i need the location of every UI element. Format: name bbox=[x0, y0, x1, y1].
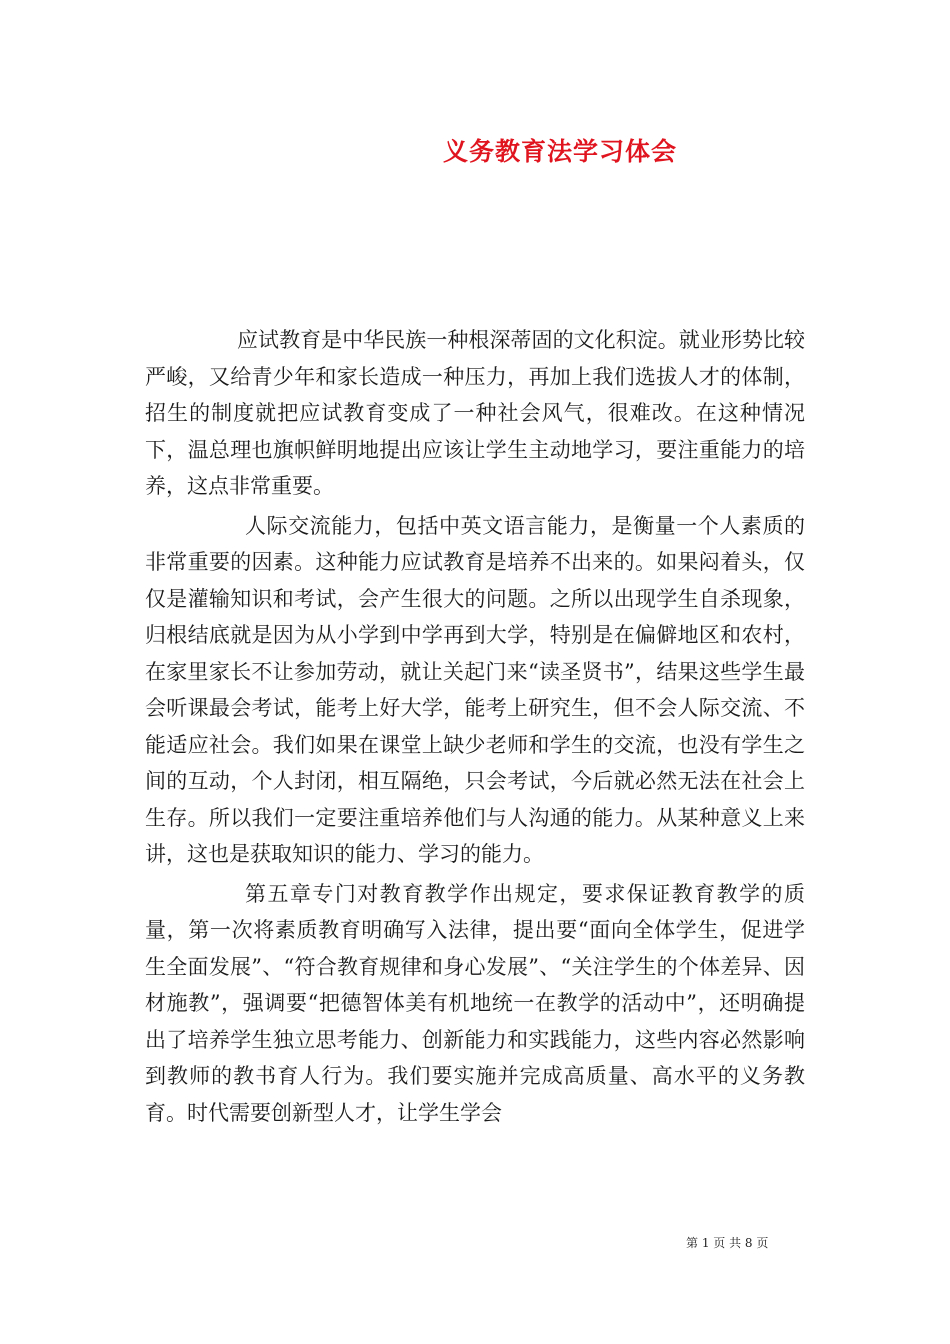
document-title: 义务教育法学习体会 bbox=[442, 137, 677, 166]
paragraph-3: 第五章专门对教育教学作出规定，要求保证教育教学的质量，第一次将素质教育明确写入法律，提出要“面向全体学生，促进学生全面发展”、“符合教育规律和身心发展”、“关注学生的个体差异、因材施教”，强调要“把德智体美有机地统一在教学的活动中”，还明确提出了培养学生独立思考能力、创新能力和实践能力，这些内容必然影响到教师的教书育人行为。我们要实施并完成高质量、高水平的义务教育。时代需要创新型人才，让学生学会 bbox=[145, 881, 805, 1125]
document-body bbox=[145, 322, 805, 1134]
page-number-footer: 第 1 页 共 8 页 bbox=[686, 1236, 769, 1250]
paragraph-2: 人际交流能力，包括中英文语言能力，是衡量一个人素质的非常重要的因素。这种能力应试教育是培养不出来的。如果闷着头，仅仅是灌输知识和考试，会产生很大的问题。之所以出现学生自杀现象，归根结底就是因为从小学到中学再到大学，特别是在偏僻地区和农村，在家里家长不让参加劳动，就让关起门来“读圣贤书”，结果这些学生最会听课最会考试，能考上好大学，能考上研究生，但不会人际交流、不能适应社会。我们如果在课堂上缺少老师和学生的交流，也没有学生之间的互动，个人封闭，相互隔绝，只会考试，今后就必然无法在社会上生存。所以我们一定要注重培养他们与人沟通的能力。从某种意义上来讲，这也是获取知识的能力、学习的能力。 bbox=[145, 513, 805, 866]
paragraph-1: 应试教育是中华民族一种根深蒂固的文化积淀。就业形势比较严峻，又给青少年和家长造成一种压力，再加上我们选拔人才的体制，招生的制度就把应试教育变成了一种社会风气，很难改。在这种情况下，温总理也旗帜鲜明地提出应该让学生主动地学习，要注重能力的培养，这点非常重要。 bbox=[145, 328, 805, 498]
